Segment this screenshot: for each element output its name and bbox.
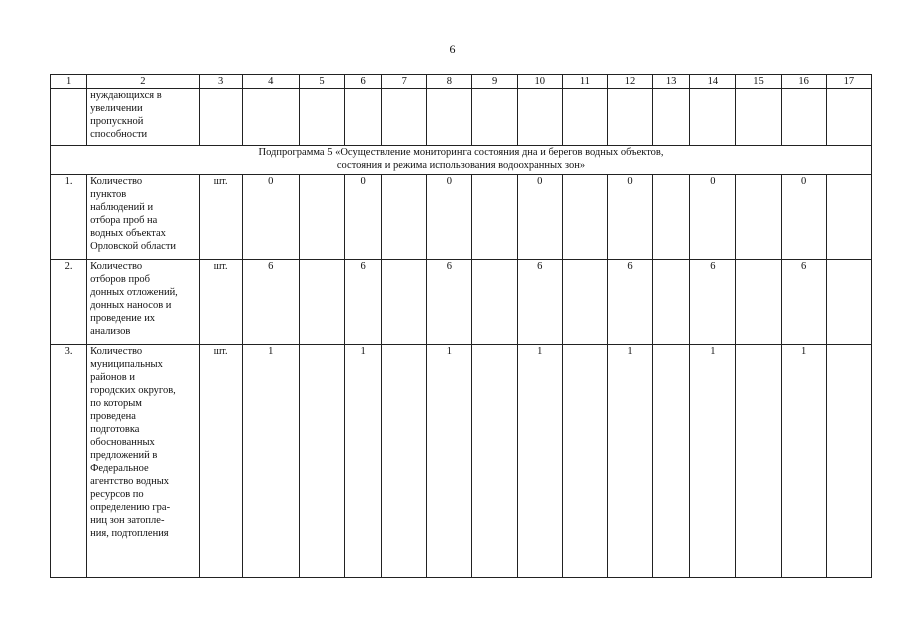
column-header: 15 bbox=[736, 75, 781, 89]
value-cell: 1 bbox=[427, 345, 472, 578]
value-cell: 0 bbox=[427, 175, 472, 260]
table-cell bbox=[690, 89, 736, 146]
table-cell bbox=[382, 345, 427, 578]
table-cell bbox=[736, 175, 781, 260]
page-number: 6 bbox=[449, 42, 456, 56]
table-row bbox=[51, 175, 872, 260]
column-header: 13 bbox=[653, 75, 690, 89]
table-cell bbox=[826, 345, 871, 578]
table-cell bbox=[472, 345, 517, 578]
table-cell bbox=[345, 89, 382, 146]
value-cell: 0 bbox=[781, 175, 826, 260]
table-cell bbox=[826, 175, 871, 260]
table-cell bbox=[427, 89, 472, 146]
table-cell bbox=[653, 260, 690, 345]
column-number-row bbox=[51, 75, 872, 89]
column-header: 1 bbox=[51, 75, 87, 89]
table-cell bbox=[472, 175, 517, 260]
value-cell: 1 bbox=[345, 345, 382, 578]
column-header: 5 bbox=[299, 75, 344, 89]
value-cell: 1 bbox=[607, 345, 652, 578]
table-cell bbox=[472, 89, 517, 146]
value-cell: 0 bbox=[690, 175, 736, 260]
table-cell bbox=[517, 89, 562, 146]
value-cell: 6 bbox=[427, 260, 472, 345]
table-cell bbox=[562, 345, 607, 578]
indicator-description: Количество отборов проб донных отложений, донных наносов и проведение их анализов bbox=[87, 260, 199, 345]
table-cell bbox=[736, 260, 781, 345]
column-header: 4 bbox=[242, 75, 299, 89]
row-number: 1. bbox=[51, 175, 87, 260]
subprogram-row bbox=[51, 146, 872, 175]
table-cell bbox=[242, 89, 299, 146]
table-row-continuation bbox=[51, 89, 872, 146]
table-cell bbox=[299, 260, 344, 345]
unit-cell: шт. bbox=[199, 260, 242, 345]
table-cell bbox=[826, 260, 871, 345]
column-header: 7 bbox=[382, 75, 427, 89]
row-number: 2. bbox=[51, 260, 87, 345]
column-header: 14 bbox=[690, 75, 736, 89]
table-cell bbox=[653, 175, 690, 260]
row-number: 3. bbox=[51, 345, 87, 578]
value-cell: 0 bbox=[345, 175, 382, 260]
table-cell bbox=[562, 175, 607, 260]
column-header: 11 bbox=[562, 75, 607, 89]
table-cell bbox=[51, 89, 87, 146]
value-cell: 6 bbox=[607, 260, 652, 345]
subprogram-title: Подпрограмма 5 «Осуществление мониторинга состояния дна и берегов водных объектов, состояния и режима использования водоохранных зон» bbox=[51, 146, 872, 175]
column-header: 2 bbox=[87, 75, 199, 89]
value-cell: 6 bbox=[690, 260, 736, 345]
column-header: 9 bbox=[472, 75, 517, 89]
unit-cell: шт. bbox=[199, 345, 242, 578]
value-cell: 1 bbox=[517, 345, 562, 578]
table-row bbox=[51, 345, 872, 578]
table-row bbox=[51, 260, 872, 345]
indicator-description: Количество пунктов наблюдений и отбора проб на водных объектах Орловской области bbox=[87, 175, 199, 260]
table-cell bbox=[382, 175, 427, 260]
column-header: 16 bbox=[781, 75, 826, 89]
value-cell: 0 bbox=[607, 175, 652, 260]
column-header: 10 bbox=[517, 75, 562, 89]
indicators-table bbox=[50, 74, 872, 578]
table-cell bbox=[781, 89, 826, 146]
value-cell: 6 bbox=[517, 260, 562, 345]
table-cell bbox=[382, 89, 427, 146]
table-cell bbox=[562, 260, 607, 345]
value-cell: 1 bbox=[242, 345, 299, 578]
table-cell bbox=[562, 89, 607, 146]
value-cell: 6 bbox=[781, 260, 826, 345]
column-header: 12 bbox=[607, 75, 652, 89]
table-cell bbox=[299, 345, 344, 578]
table-cell bbox=[607, 89, 652, 146]
continued-description: нуждающихся в увеличении пропускной способности bbox=[87, 89, 199, 146]
table-cell bbox=[736, 89, 781, 146]
table-cell bbox=[382, 260, 427, 345]
value-cell: 0 bbox=[517, 175, 562, 260]
unit-cell: шт. bbox=[199, 175, 242, 260]
column-header: 8 bbox=[427, 75, 472, 89]
value-cell: 6 bbox=[345, 260, 382, 345]
table-cell bbox=[736, 345, 781, 578]
table-cell bbox=[299, 175, 344, 260]
table-cell bbox=[472, 260, 517, 345]
table-cell bbox=[199, 89, 242, 146]
table-cell bbox=[299, 89, 344, 146]
value-cell: 0 bbox=[242, 175, 299, 260]
column-header: 17 bbox=[826, 75, 871, 89]
table-cell bbox=[653, 345, 690, 578]
column-header: 3 bbox=[199, 75, 242, 89]
value-cell: 1 bbox=[781, 345, 826, 578]
value-cell: 6 bbox=[242, 260, 299, 345]
value-cell: 1 bbox=[690, 345, 736, 578]
table-cell bbox=[653, 89, 690, 146]
column-header: 6 bbox=[345, 75, 382, 89]
indicator-description: Количество муниципальных районов и городских округов, по которым проведена подготовка обоснованных предложений в Федеральное агентство водных ресурсов по определению гра- ниц зон затопле- ния, подтопления bbox=[87, 345, 199, 578]
table-cell bbox=[826, 89, 871, 146]
